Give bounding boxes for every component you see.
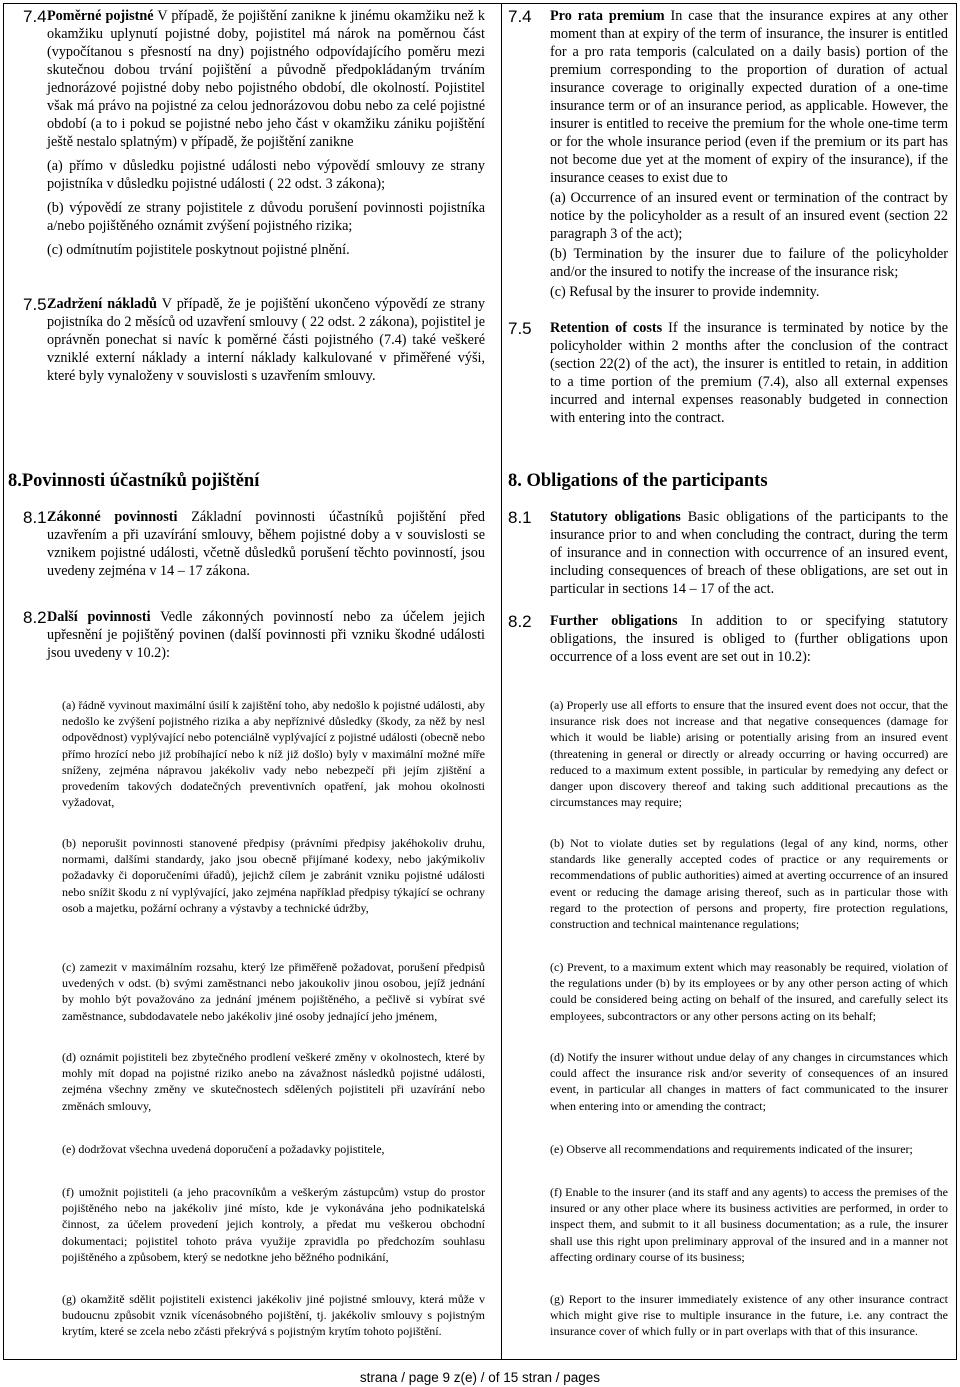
obligation-item-a-cs xyxy=(62,697,485,810)
list-item-b: (b) Termination by the insurer due to failure of the policyholder and/or the insured to notify the increase of the insurance risk; xyxy=(550,246,948,280)
section-paragraph xyxy=(47,608,485,662)
obligation-item-e-cs xyxy=(62,1141,485,1157)
left-border xyxy=(3,3,4,1360)
section-number: 7.5 xyxy=(508,319,532,338)
item-text: (b) neporušit povinnosti stanovené předpisy (právními předpisy jakéhokoliv druhu, normami, dalšími standardy, jako jsou obecně přijímané kodexy, nebo jakýmikoliv požadavky či doporučeními úřadů), jejichž cílem je zabránit vzniku pojistné události nebo snížit škodu z ní vyplývající, jako zejména například předpisy týkající se ochrany osob a majetku, požární ochrany a výstavby a technické údržby, xyxy=(62,836,485,915)
section-body: In addition to or specifying statutory obligations, the insured is obliged to (further obligations upon occurrence of a loss event are set out in 10.2): xyxy=(550,613,948,665)
section-paragraph xyxy=(530,508,948,598)
section-number: 7.5 xyxy=(23,295,47,314)
item-text: (a) Properly use all efforts to ensure that the insured event does not occur, that the insurance risk does not increase and that negative consequences (damage for which it would be liable) arising or potentially arising from an insured event (threatening in general or directly or already occurring or having occurred) are reduced to a maximum extent possible, in particular by remedying any defect or danger upon discovery thereof and taking such additional precautions as the circumstances may require; xyxy=(550,698,948,810)
list-item-a: (a) přímo v důsledku pojistné události nebo výpovědí smlouvy ze strany pojistníka v důsledku pojistné události ( 22 odst. 3 zákona); xyxy=(47,158,485,192)
section-body: If the insurance is terminated by notice by the policyholder within 2 months after the conclusion of the contract (section 22(2) of the act), the insurer is entitled to retain, in addition to a time portion of the premium (7.4), also all external expenses incurred and internal expenses reasonably budgeted in connection with entering into the contract. xyxy=(550,320,948,426)
obligation-item-f-en xyxy=(550,1184,948,1265)
section-8-1-en xyxy=(508,508,949,598)
heading-8-cs: 8.Povinnosti účastníků pojištění xyxy=(8,471,260,491)
item-text: (d) oznámit pojistiteli bez zbytečného prodlení veškeré změny v okolnostech, které by mohly mít dopad na pojistné riziko anebo na závažnost následků pojistné události, zejména všechny změny ve skutečnostech sdělených pojistiteli při uzavírání nebo změnách smlouvy, xyxy=(62,1050,485,1113)
section-number: 8.2 xyxy=(23,608,47,627)
list-item-b: (b) výpovědí ze strany pojistitele z důvodu porušení povinnosti pojistníka a/nebo pojištěného oznámit zvýšení pojistného rizika; xyxy=(47,200,485,234)
section-body: V případě, že je pojištění ukončeno výpovědí ze strany pojistníka do 2 měsíců od uzavření smlouvy ( 22 odst. 2 zákona), pojistitel je oprávněn ponechat si navíc k poměrné části pojistného (7.4) také veškeré vzniklé externí náklady a interní náklady kalkulované v přiměřené výši, které byly vynaloženy v souvislosti s uzavřením smlouvy. xyxy=(47,296,485,384)
section-7-4-cs xyxy=(23,7,485,259)
section-body: Vedle zákonných povinností nebo za účelem jejich upřesnění je pojištěný povinen (další povinnosti při vzniku škodné události jsou uvedeny v 10.2): xyxy=(47,609,486,661)
section-7-5-en xyxy=(508,319,948,427)
section-8-2-en xyxy=(508,612,948,666)
obligation-item-b-en xyxy=(550,835,948,932)
section-title: Further obligations xyxy=(550,613,678,629)
obligation-item-d-cs xyxy=(62,1049,485,1114)
obligation-item-b-cs xyxy=(62,835,485,916)
bottom-border xyxy=(3,1359,957,1360)
item-text: (e) dodržovat všechna uvedená doporučení a požadavky pojistitele, xyxy=(62,1142,385,1156)
item-text: (c) Prevent, to a maximum extent which may reasonably be required, violation of the regulations under (b) by its employees or by any other person acting of which could be considered being acting on behalf of the insured, and carefully select its employees, subcontractors or any other persons acting on its behalf; xyxy=(550,960,948,1023)
item-text: (a) řádně vyvinout maximální úsilí k zajištění toho, aby nedošlo k pojistné události, aby nedošlo ke zvýšení pojistného rizika a aby nepříznivé důsledky (škody, za něž by nesl odpovědnost) vyplývající nebo potenciálně vyplývající z pojistné události (obecně nebo přímo hrozící nebo již probíhající nebo k níž již došlo) byly v maximální možné míře sníženy, zejména nápravou jakékoliv vady nebo nebezpečí při jejím zjištění a provedením takových dodatečných preventivních opatření, jak mohou okolnosti vyžadovat, xyxy=(62,698,485,810)
section-paragraph xyxy=(47,7,485,151)
section-number: 8.1 xyxy=(508,508,532,527)
item-text: (c) zamezit v maximálním rozsahu, který lze přiměřeně požadovat, porušení předpisů uvedených v odst. (b) svými zaměstnanci nebo jakoukoliv jinou osobou, jejíž jednání by mohlo být považováno za jednání jménem pojištěného, a pečlivě si vybírat své zaměstnance, subdodavatele nebo jakékoliv jiné osoby jednající jeho jménem, xyxy=(62,960,485,1023)
section-title: Zákonné povinnosti xyxy=(47,509,178,525)
item-text: (f) Enable to the insurer (and its staff and any agents) to access the premises of the insured or any other place where its business activities are performed, in order to inspect them, and submit to it all business documentation; as a rule, the insurer shall use this right upon preliminary approval of the insured and in a manner not affecting ordinary course of its business; xyxy=(550,1185,948,1264)
section-paragraph xyxy=(530,612,948,666)
top-border xyxy=(3,3,957,4)
section-body: Basic obligations of the participants to the insurance prior to and when concluding the contract, during the term of insurance and in connection with occurrence of an insured event, including consequences of breach of these obligations, are set out in particular in sections 14 – 17 of the act. xyxy=(550,509,949,597)
section-title: Poměrné pojistné xyxy=(47,8,154,24)
section-body: Základní povinnosti účastníků pojištění před uzavřením a při uzavírání smlouvy, během pojistné doby a v souvislosti se vznikem pojistné události, včetně důsledků porušení těchto povinností, jsou uvedeny zejména v 14 – 17 zákona. xyxy=(47,509,485,579)
section-title: Statutory obligations xyxy=(550,509,681,525)
section-7-5-cs xyxy=(23,295,485,385)
left-column-czech xyxy=(23,7,485,385)
right-column-english xyxy=(508,7,948,427)
section-number: 8.1 xyxy=(23,508,47,527)
section-paragraph xyxy=(530,7,948,187)
section-number: 7.4 xyxy=(23,7,47,26)
section-body: V případě, že pojištění zanikne k jinému okamžiku než k okamžiku uplynutí pojistné doby, pojistitel má nárok na poměrnou část (vypočítanou s přesností na dny) pojistného odpovídajícího poměru mezi skutečnou dobou trvání pojištění a původně předpokládaným trváním jednorázové pojistné doby nebo pojistného období, dle okolností. Pojistitel však má právo na pojistné za celou jednorázovou dobu nebo za celé pojistné období (a to i pokud se pojistné nebo jeho část v okamžiku zániku pojištění ještě nestalo splatným) v případě, že pojištění zanikne xyxy=(47,8,485,150)
item-text: (f) umožnit pojistiteli (a jeho pracovníkům a veškerým zástupcům) vstup do prostor pojištěného nebo na jakékoliv jiné místo, kde je vykonávána jeho podnikatelská činnost, za účelem provedení jejich kontroly, a předat mu veškerou obchodní dokumentaci; pojistitel tohoto práva využije zpravidla po předchozím souhlasu pojištěného a způsobem, který se nedotkne jeho běžného podnikání, xyxy=(62,1185,485,1264)
left-column-lower xyxy=(23,508,486,662)
section-number: 8.2 xyxy=(508,612,532,631)
section-title: Další povinnosti xyxy=(47,609,151,625)
list-item-a: (a) Occurrence of an insured event or termination of the contract by notice by the policyholder as a result of an insured event (section 22 paragraph 3 of the act); xyxy=(550,190,948,242)
section-8-2-cs xyxy=(23,608,486,662)
obligation-item-g-en xyxy=(550,1291,948,1340)
column-divider xyxy=(501,3,502,1360)
heading-8-en: 8. Obligations of the participants xyxy=(508,471,768,491)
section-8-1-cs xyxy=(23,508,485,580)
item-text: (g) Report to the insurer immediately existence of any other insurance contract which might give rise to multiple insurance in the future, i.e. any contract the insurance cover of which fully or in part overlaps with that of this insurance. xyxy=(550,1292,948,1339)
right-border xyxy=(956,3,957,1360)
obligation-item-e-en xyxy=(550,1141,948,1157)
item-text: (e) Observe all recommendations and requirements indicated of the insurer; xyxy=(550,1142,913,1156)
section-7-4-en xyxy=(508,7,948,301)
section-paragraph xyxy=(47,295,485,385)
item-text: (b) Not to violate duties set by regulations (legal of any kind, norms, other standards like generally accepted codes of practice or any requirements or recommendations of public authorities) aimed at averting occurrence of an insured event or reducing the damage arising thereof, such as in particular those with regard to the protection of persons and property, fire protection regulations, construction and technical maintenance regulations; xyxy=(550,836,948,932)
section-number: 7.4 xyxy=(508,7,532,26)
section-title: Pro rata premium xyxy=(550,8,665,24)
item-text: (g) okamžitě sdělit pojistiteli existenci jakékoliv jiné pojistné smlouvy, která může v budoucnu způsobit vznik vícenásobného pojištění, tj. jakékoliv smlouvy s pojistným krytím, které se zcela nebo zčásti překrývá s pojistným krytím tohoto pojištění. xyxy=(62,1292,485,1339)
obligation-item-c-en xyxy=(550,959,948,1024)
obligation-item-a-en xyxy=(550,697,948,810)
section-title: Zadržení nákladů xyxy=(47,296,157,312)
list-item-c: (c) Refusal by the insurer to provide indemnity. xyxy=(550,284,820,300)
page-footer: strana / page 9 z(e) / of 15 stran / pages xyxy=(359,1370,601,1385)
obligation-item-g-cs xyxy=(62,1291,485,1340)
section-paragraph xyxy=(47,508,485,580)
list-item-c: (c) odmítnutím pojistitele poskytnout pojistné plnění. xyxy=(47,242,350,258)
obligation-item-d-en xyxy=(550,1049,948,1114)
section-body: In case that the insurance expires at any other moment than at expiry of the term of insurance, the insurer is entitled for a pro rata temporis (calculated on a daily basis) portion of the premium corresponding to the proportion of duration of actual insurance coverage to originally expected duration of a one-time insurance term or of an insurance period, as applicable. However, the insurer is entitled to receive the premium for the whole one-time term or for the whole insurance period (even if the premium or its part has not become due yet at the moment of expiry of the insurance), if the insurance ceases to exist due to xyxy=(550,8,948,186)
right-column-lower xyxy=(508,508,949,666)
section-title: Retention of costs xyxy=(550,320,663,336)
obligation-item-c-cs xyxy=(62,959,485,1024)
section-paragraph xyxy=(530,319,948,427)
obligation-item-f-cs xyxy=(62,1184,485,1265)
item-text: (d) Notify the insurer without undue delay of any changes in circumstances which could affect the insurance risk and/or severity of consequences of an insured event, in particular all changes in matters of fact communicated to the insurer when entering into or amending the contract; xyxy=(550,1050,948,1113)
